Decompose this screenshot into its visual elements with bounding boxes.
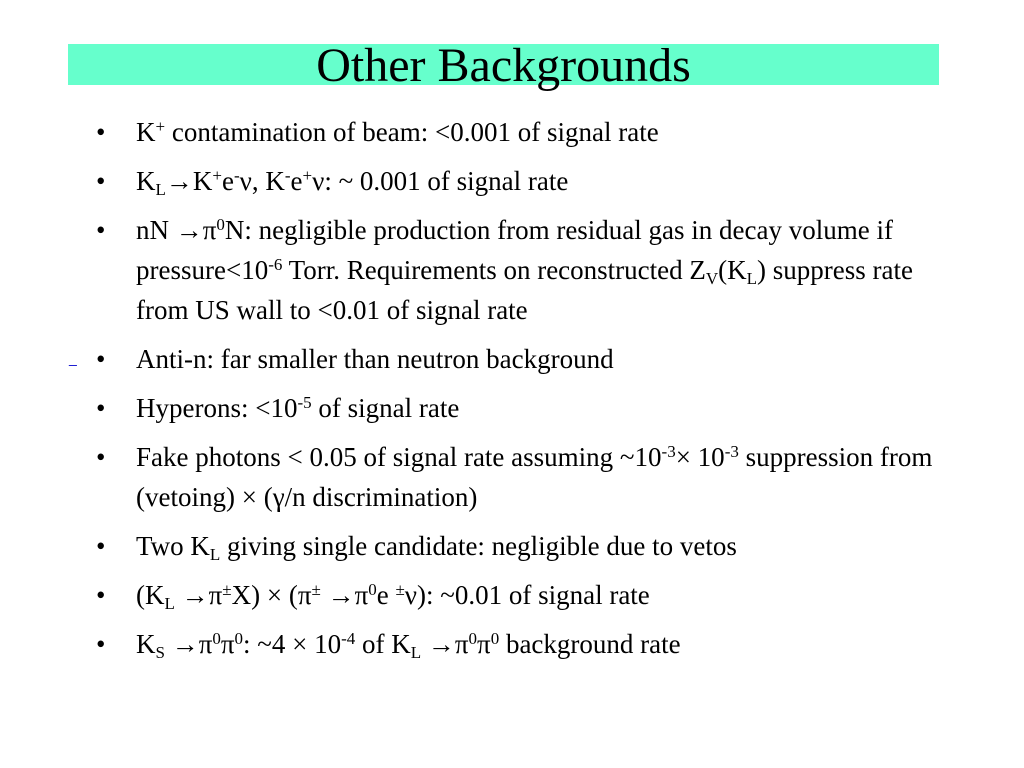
bullet-segment: L	[746, 269, 758, 288]
bullet-text	[136, 393, 459, 423]
bullet-segment: K	[136, 166, 156, 196]
bullet-segment: X) × (π	[231, 580, 312, 610]
bullet-segment: -6	[268, 255, 283, 274]
bullet-segment: Fake photons < 0.05 of signal rate assuming ~10	[136, 442, 662, 472]
bullet-segment: 0	[212, 629, 221, 648]
bullet-dot: •	[96, 117, 106, 147]
bullet-item	[96, 210, 936, 330]
bullet-item	[96, 575, 936, 615]
bullet-segment: +	[212, 166, 222, 185]
bullet-segment: 0	[216, 215, 225, 234]
bullet-segment: -3	[724, 442, 739, 461]
bullet-dot: •	[96, 166, 106, 196]
bullet-segment: ±	[222, 580, 232, 599]
bullet-dot: •	[96, 393, 106, 423]
bullet-segment: +	[302, 166, 313, 185]
bullet-segment: e	[290, 166, 303, 196]
bullet-segment: background rate	[499, 629, 681, 659]
bullet-segment: →K	[165, 166, 213, 196]
bullet-segment: +	[155, 117, 166, 136]
bullet-segment: V	[705, 269, 719, 288]
bullet-segment: e	[221, 166, 234, 196]
bullet-list	[96, 112, 936, 673]
bullet-segment: (K	[718, 255, 747, 285]
bullet-segment: Two K	[136, 531, 210, 561]
bullet-segment: × 10	[675, 442, 725, 472]
bullet-text	[136, 166, 569, 199]
bullet-segment: -	[284, 166, 291, 185]
bullet-segment: of signal rate	[311, 393, 460, 423]
bullet-segment: giving single candidate: negligible due to vetos	[220, 531, 737, 561]
bullet-item	[96, 437, 936, 517]
bullet-segment: Torr. Requirements on reconstructed Z	[282, 255, 706, 285]
bullet-segment: ν): ~0.01 of signal rate	[404, 580, 650, 610]
bullet-dot: •	[96, 442, 106, 472]
bullet-item	[96, 526, 936, 566]
bullet-segment: →π	[174, 580, 223, 610]
bullet-segment: K	[136, 117, 156, 147]
bullet-segment: π	[220, 629, 235, 659]
bullet-segment: 0	[490, 629, 500, 648]
bullet-segment: 0	[234, 629, 243, 648]
bullet-segment: ν: ~ 0.001 of signal rate	[312, 166, 569, 196]
bullet-segment: →π	[164, 629, 213, 659]
bullet-segment: (K	[136, 580, 165, 610]
bullet-segment: -5	[297, 393, 312, 412]
bullet-segment: L	[410, 643, 422, 662]
bullet-item	[96, 388, 936, 428]
bullet-segment: ν, K	[239, 166, 285, 196]
bullet-segment: L	[155, 180, 166, 199]
bullet-text	[136, 580, 650, 613]
bullet-segment: contamination of beam: <0.001 of signal rate	[165, 117, 659, 147]
bullet-segment: L	[164, 594, 175, 613]
bullet-segment: K	[136, 629, 156, 659]
bullet-text	[136, 629, 681, 662]
bullet-segment: of K	[355, 629, 411, 659]
bullet-segment: ±	[395, 580, 405, 599]
bullet-segment: ±	[311, 580, 321, 599]
bullet-dot: •	[96, 531, 106, 561]
bullet-segment: -4	[341, 629, 356, 648]
bullet-segment: ) suppress rate from US wall to <0.01 of signal rate	[136, 255, 913, 325]
bullet-text	[136, 344, 614, 374]
bullet-segment: →π	[421, 629, 469, 659]
bullet-text	[136, 215, 913, 325]
bullet-text	[136, 442, 932, 512]
bullet-dot: •	[96, 344, 106, 374]
bullet-item	[96, 339, 936, 379]
bullet-segment: e	[376, 580, 396, 610]
bullet-segment: 0	[468, 629, 478, 648]
bullet-segment: nN →π	[136, 215, 217, 245]
bullet-segment: -3	[661, 442, 676, 461]
bullet-dot: •	[96, 215, 106, 245]
bullet-text	[136, 531, 737, 564]
bullet-segment: -	[233, 166, 240, 185]
side-marker: _	[69, 350, 77, 366]
bullet-item	[96, 112, 936, 152]
bullet-segment: →π	[320, 580, 369, 610]
bullet-segment: suppression from (vetoing) × (γ/n discrimination)	[136, 442, 933, 512]
bullet-text	[136, 117, 659, 147]
bullet-segment: S	[155, 643, 165, 662]
bullet-segment: π	[477, 629, 491, 659]
slide-title: Other Backgrounds	[316, 39, 691, 92]
bullet-item	[96, 161, 936, 201]
bullet-segment: L	[209, 545, 221, 564]
bullet-item	[96, 624, 936, 664]
bullet-segment: Anti-n: far smaller than neutron background	[136, 344, 614, 374]
bullet-segment: 0	[368, 580, 377, 599]
bullet-segment: : ~4 × 10	[243, 629, 342, 659]
bullet-dot: •	[96, 629, 106, 659]
bullet-segment: N: negligible production from residual gas in decay volume if pressure<10	[136, 215, 893, 285]
bullet-segment: Hyperons: <10	[136, 393, 298, 423]
bullet-dot: •	[96, 580, 106, 610]
